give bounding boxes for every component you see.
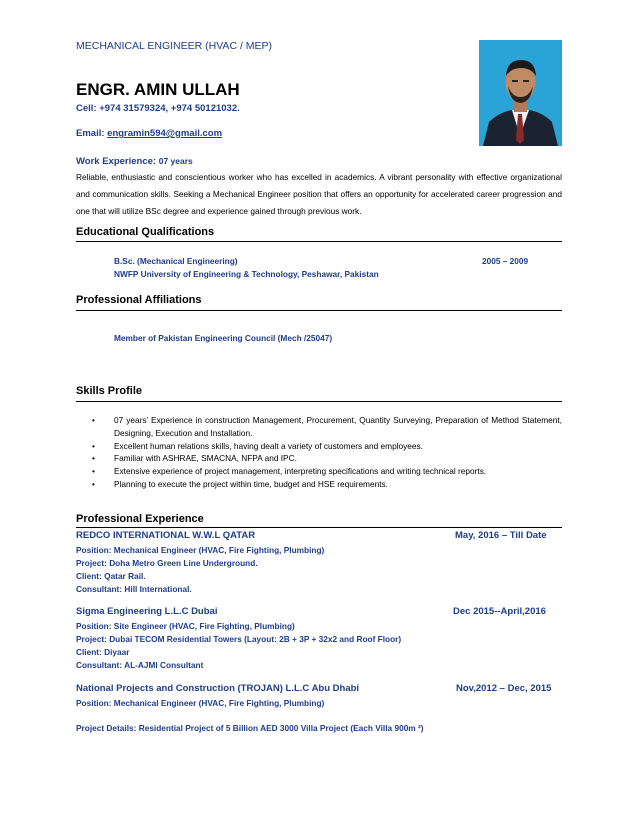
- job-company: National Projects and Construction (TROJAN) L.L.C Abu Dhabi: [76, 683, 360, 694]
- degree: B.Sc. (Mechanical Engineering): [114, 256, 238, 266]
- bullet-icon: •: [92, 440, 95, 451]
- summary-text: Reliable, enthusiastic and conscientious worker who has excelled in academics. A vibrant personality with effective organizational and communication skills. Seeking a Mechanical Engineer position that offers an opportunity for accelerated career progression and one that will utilize BSc degree and experience gained through previous work.: [76, 172, 562, 216]
- university: NWFP University of Engineering & Technology, Peshawar, Pakistan: [114, 269, 379, 279]
- skill-item: [92, 452, 562, 465]
- bullet-icon: •: [92, 453, 95, 464]
- profile-photo-image: [479, 40, 562, 146]
- bullet-icon: •: [92, 478, 95, 489]
- cell-numbers: Cell: +974 31579324, +974 50121032.: [76, 103, 240, 114]
- experience-heading: Professional Experience: [76, 513, 204, 525]
- skill-item: [92, 440, 562, 453]
- skill-text: Extensive experience of project management, interpreting specifications and writing technical reports.: [114, 466, 487, 477]
- job-company: REDCO INTERNATIONAL W.W.L QATAR: [76, 530, 256, 541]
- skill-text: 07 years’ Experience in construction Management, Procurement, Quantity Surveying, Preparation of Method Statement, Designing, Execution and Installation.: [114, 415, 562, 438]
- degree-years: 2005 – 2009: [482, 256, 529, 266]
- skill-item: [92, 465, 562, 478]
- skill-item: [92, 478, 562, 491]
- bullet-icon: •: [92, 415, 95, 425]
- work-experience: [76, 156, 193, 167]
- email-line: [76, 128, 222, 139]
- education-heading: Educational Qualifications: [76, 226, 215, 238]
- bullet-icon: •: [92, 466, 95, 477]
- job-company: Sigma Engineering L.L.C Dubai: [76, 606, 218, 617]
- job-line: Project Details: Residential Project of 5 Billion AED 3000 Villa Project (Each Villa 900m ²): [76, 723, 424, 733]
- affiliation-item: Member of Pakistan Engineering Council (Mech /25047): [114, 333, 333, 343]
- job-line: Position: Mechanical Engineer (HVAC, Fire Fighting, Plumbing): [76, 545, 325, 555]
- job-dates: May, 2016 – Till Date: [455, 530, 547, 541]
- job-dates: Nov,2012 – Dec, 2015: [456, 683, 552, 694]
- job-line: Client: Diyaar: [76, 647, 130, 657]
- candidate-name: ENGR. AMIN ULLAH: [76, 80, 240, 99]
- work-exp-years: 07 years: [158, 156, 193, 166]
- affiliations-heading: Professional Affiliations: [76, 294, 202, 306]
- job-line: Project: Doha Metro Green Line Underground.: [76, 558, 258, 568]
- skill-text: Familiar with ASHRAE, SMACNA, NFPA and IPC.: [114, 453, 297, 464]
- experience-rule: [76, 527, 562, 528]
- work-exp-label: Work Experience:: [76, 156, 159, 167]
- job-dates: Dec 2015--April,2016: [453, 606, 546, 617]
- skill-text: Planning to execute the project within time, budget and HSE requirements.: [114, 478, 388, 489]
- affiliations-rule: [76, 310, 562, 311]
- profile-photo: [479, 40, 562, 146]
- job-line: Position: Mechanical Engineer (HVAC, Fire Fighting, Plumbing): [76, 698, 325, 708]
- job-line: Consultant: AL-AJMI Consultant: [76, 660, 204, 670]
- skill-item: [92, 414, 562, 440]
- email-label: Email:: [76, 128, 108, 139]
- skill-text: Excellent human relations skills, having dealt a variety of customers and employees.: [114, 440, 423, 451]
- job-line: Consultant: Hill International.: [76, 584, 192, 594]
- job-title: MECHANICAL ENGINEER (HVAC / MEP): [76, 40, 273, 52]
- job-line: Position: Site Engineer (HVAC, Fire Fighting, Plumbing): [76, 621, 295, 631]
- education-rule: [76, 241, 562, 242]
- job-line: Project: Dubai TECOM Residential Towers (Layout: 2B + 3P + 32x2 and Roof Floor): [76, 634, 402, 644]
- email-link[interactable]: engramin594@gmail.com: [107, 128, 223, 139]
- skills-heading: Skills Profile: [76, 385, 143, 397]
- skills-list: [92, 414, 562, 491]
- job-line: Client: Qatar Rail.: [76, 571, 146, 581]
- skills-rule: [76, 401, 562, 402]
